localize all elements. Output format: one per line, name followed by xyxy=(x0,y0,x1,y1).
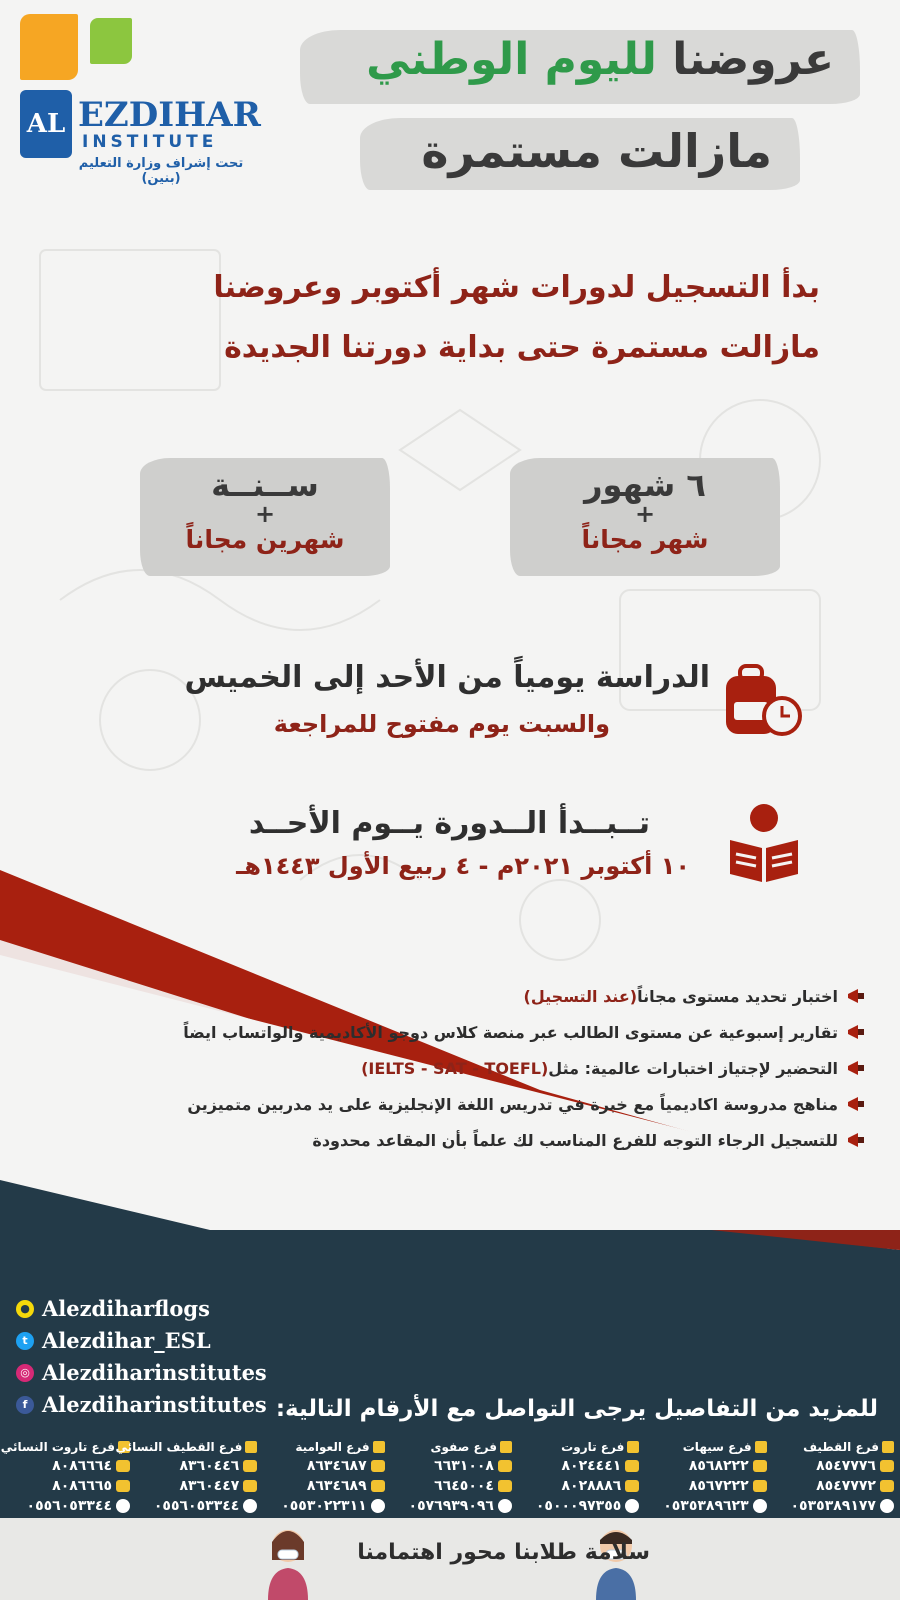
branch-phone-2[interactable]: ٦٦٤٥٠٠٤ xyxy=(434,1478,494,1494)
contact-title: للمزيد من التفاصيل يرجى التواصل مع الأرقام التالية: xyxy=(275,1396,878,1422)
feature-item-5 xyxy=(146,1130,866,1150)
branch-name: فرع القطيف النسائي xyxy=(115,1440,243,1454)
branch-phone-1[interactable]: ٨٥٤٧٧٧٦ xyxy=(816,1458,876,1474)
intro-line-2: مازالت مستمرة حتى بداية دورتنا الجديدة xyxy=(224,330,820,365)
branch-phone-2[interactable]: ٨٥٦٧٢٢٢ xyxy=(688,1478,749,1494)
masked-girl-illustration xyxy=(262,1520,314,1600)
offer-card-6-months xyxy=(510,458,780,576)
phone-icon xyxy=(753,1460,767,1472)
branch-awamia xyxy=(261,1440,385,1514)
branch-name: فرع تاروت xyxy=(561,1440,625,1454)
phone-icon xyxy=(753,1480,767,1492)
location-pin-icon xyxy=(627,1441,639,1453)
social-twitter[interactable] xyxy=(16,1328,211,1353)
building-icon xyxy=(882,1441,894,1453)
social-handle: Alezdiharinstitutes xyxy=(42,1360,267,1385)
social-instagram[interactable] xyxy=(16,1360,267,1385)
building-icon xyxy=(245,1441,257,1453)
schedule-line-1: الدراسة يومياً من الأحد إلى الخميس xyxy=(184,660,710,695)
offer-card-year xyxy=(140,458,390,576)
phone-icon xyxy=(243,1460,257,1472)
whatsapp-icon xyxy=(498,1499,512,1513)
start-line-2: ١٠ أكتوبر ٢٠٢١م - ٤ ربيع الأول ١٤٤٣هـ xyxy=(236,852,690,880)
phone-icon xyxy=(625,1460,639,1472)
branch-phone-1[interactable]: ٨٥٦٨٢٢٢ xyxy=(688,1458,749,1474)
social-handle: Alezdiharflogs xyxy=(42,1296,210,1321)
feature-text: للتسجيل الرجاء التوجه للفرع المناسب لك علماً بأن المقاعد محدودة xyxy=(312,1130,838,1150)
megaphone-icon xyxy=(846,986,866,1006)
branch-name: فرع القطيف xyxy=(803,1440,879,1454)
intro-line-1: بدأ التسجيل لدورات شهر أكتوبر وعروضنا xyxy=(213,270,820,305)
social-handle: Alezdiharinstitutes xyxy=(42,1392,267,1417)
offer-plus: + xyxy=(254,500,276,528)
branch-phone-1[interactable]: ٨٦٣٤٦٨٧ xyxy=(306,1458,367,1474)
social-snapchat[interactable] xyxy=(16,1296,210,1321)
branch-phone-1[interactable]: ٨٣٦٠٤٤٦ xyxy=(179,1458,240,1474)
branch-whatsapp[interactable]: ٠٥٣٥٣٨٩٦٢٣ xyxy=(663,1498,749,1514)
facebook-icon: f xyxy=(16,1396,34,1414)
branch-phone-2[interactable]: ٨٣٦٠٤٤٧ xyxy=(179,1478,240,1494)
phone-icon xyxy=(371,1480,385,1492)
building-icon xyxy=(755,1441,767,1453)
whatsapp-icon xyxy=(753,1499,767,1513)
reading-student-icon xyxy=(722,800,806,884)
branch-name: فرع صفوى xyxy=(430,1440,497,1454)
feature-text: تقارير إسبوعية عن مستوى الطالب عبر منصة كلاس دوجو الأكاديمية والواتساب ايضاً xyxy=(183,1022,838,1042)
whatsapp-icon xyxy=(243,1499,257,1513)
branch-whatsapp[interactable]: ٠٥٧٦٩٣٩٠٩٦ xyxy=(408,1498,494,1514)
branch-name: فرع العوامية xyxy=(295,1440,370,1454)
logo-institute: INSTITUTE xyxy=(82,132,218,152)
branch-phone-1[interactable]: ٨٠٢٤٤٤١ xyxy=(561,1458,622,1474)
branch-whatsapp[interactable]: ٠٥٥٦٠٥٣٣٤٤ xyxy=(26,1498,112,1514)
logo-green-square xyxy=(90,18,132,64)
branch-whatsapp[interactable]: ٠٥٥٣٠٢٢٣١١ xyxy=(281,1498,367,1514)
branch-name: فرع تاروت النسائي xyxy=(0,1440,115,1454)
logo-name: EZDIHAR xyxy=(78,95,261,135)
building-icon xyxy=(373,1441,385,1453)
branch-whatsapp[interactable]: ٠٥٥٦٠٥٣٣٤٤ xyxy=(153,1498,240,1514)
feature-highlight: (عند التسجيل) xyxy=(523,986,638,1006)
phone-icon xyxy=(116,1460,130,1472)
branch-qatif-women xyxy=(115,1440,257,1514)
backpack-clock-icon xyxy=(722,662,806,740)
branch-phone-1[interactable]: ٦٦٣١٠٠٨ xyxy=(434,1458,494,1474)
offer-duration: ســنــة xyxy=(211,466,319,504)
whatsapp-icon xyxy=(625,1499,639,1513)
header-national-day: لليوم الوطني xyxy=(366,34,657,85)
whatsapp-icon xyxy=(116,1499,130,1513)
social-handle: Alezdihar_ESL xyxy=(42,1328,211,1353)
branch-phone-2[interactable]: ٨٦٣٤٦٨٩ xyxy=(306,1478,367,1494)
header-line-1 xyxy=(366,34,834,85)
phone-icon xyxy=(880,1460,894,1472)
header-offers-word: عروضنا xyxy=(672,34,834,85)
footer-slogan: سلامة طلابنا محور اهتمامنا xyxy=(357,1540,650,1565)
offer-bonus: شهر مجاناً xyxy=(581,525,709,554)
megaphone-icon xyxy=(846,1094,866,1114)
feature-highlight: (IELTS - SAT - TOEFL) xyxy=(361,1058,549,1078)
start-line-1: تــبــدأ الــدورة يــوم الأحــد xyxy=(248,806,650,841)
location-pin-icon xyxy=(500,1441,512,1453)
logo-orange-square xyxy=(20,14,78,80)
phone-icon xyxy=(116,1480,130,1492)
megaphone-icon xyxy=(846,1022,866,1042)
branch-whatsapp[interactable]: ٠٥٠٠٠٩٧٣٥٥ xyxy=(535,1498,622,1514)
feature-text: التحضير لإجتياز اختبارات عالمية: مثل xyxy=(548,1058,838,1078)
snapchat-icon: ● xyxy=(16,1300,34,1318)
offer-duration: ٦ شهور xyxy=(584,466,706,504)
feature-text: مناهج مدروسة اكاديمياً مع خبرة في تدريس اللغة الإنجليزية على يد مدربين متميزين xyxy=(187,1094,838,1114)
whatsapp-icon xyxy=(371,1499,385,1513)
branch-qatif xyxy=(770,1440,894,1514)
branch-tarout xyxy=(515,1440,639,1514)
branches-list xyxy=(0,1440,894,1514)
branch-phone-2[interactable]: ٨٠٢٨٨٨٦ xyxy=(561,1478,622,1494)
phone-icon xyxy=(498,1460,512,1472)
megaphone-icon xyxy=(846,1058,866,1078)
feature-item-2 xyxy=(146,1022,866,1042)
phone-icon xyxy=(880,1480,894,1492)
phone-icon xyxy=(625,1480,639,1492)
branch-whatsapp[interactable]: ٠٥٣٥٣٨٩١٧٧ xyxy=(790,1498,876,1514)
whatsapp-icon xyxy=(880,1499,894,1513)
branch-safwa xyxy=(388,1440,512,1514)
logo-subtitle: تحت إشراف وزارة التعليم (بنين) xyxy=(78,156,244,186)
feature-text: اختبار تحديد مستوى مجاناً xyxy=(637,986,838,1006)
offer-plus: + xyxy=(634,500,656,528)
megaphone-icon xyxy=(846,1130,866,1150)
twitter-icon: t xyxy=(16,1332,34,1350)
feature-item-1 xyxy=(146,986,866,1006)
branch-saihat xyxy=(643,1440,767,1514)
branch-phone-2[interactable]: ٨٥٤٧٧٧٢ xyxy=(816,1478,876,1494)
branch-phone-1[interactable]: ٨٠٨٦٦٦٤ xyxy=(52,1458,112,1474)
phone-icon xyxy=(243,1480,257,1492)
feature-item-3 xyxy=(146,1058,866,1078)
branch-name: فرع سيهات xyxy=(682,1440,752,1454)
header-line-2: مازالت مستمرة xyxy=(421,124,772,178)
social-facebook[interactable] xyxy=(16,1392,267,1417)
schedule-line-2: والسبت يوم مفتوح للمراجعة xyxy=(273,710,610,738)
phone-icon xyxy=(498,1480,512,1492)
branch-tarout-women xyxy=(0,1440,130,1514)
phone-icon xyxy=(371,1460,385,1472)
instagram-icon: ◎ xyxy=(16,1364,34,1382)
logo-al-badge: AL xyxy=(20,90,72,158)
offer-bonus: شهرين مجاناً xyxy=(185,525,345,554)
branch-phone-2[interactable]: ٨٠٨٦٦٦٥ xyxy=(52,1478,112,1494)
feature-item-4 xyxy=(146,1094,866,1114)
